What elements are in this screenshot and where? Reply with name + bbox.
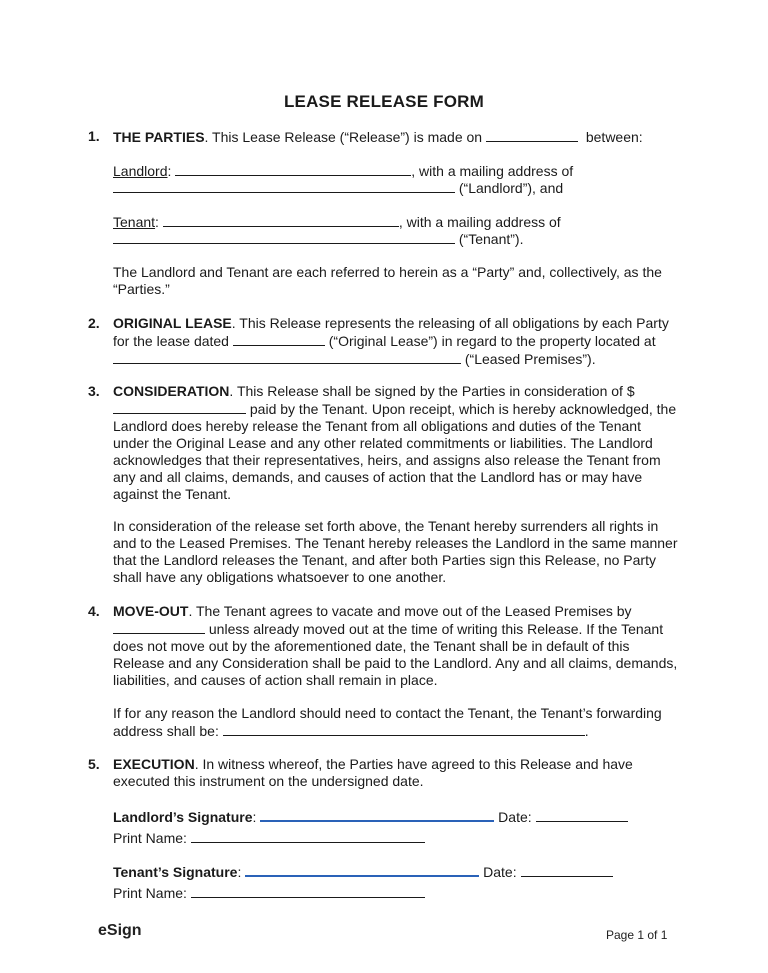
landlord-address-line <box>113 179 678 197</box>
property-address-field[interactable] <box>113 350 461 364</box>
tenant-suffix: , with a mailing address of <box>398 214 561 230</box>
section-parties-intro <box>113 128 678 146</box>
section-original-lease <box>113 315 678 368</box>
landlord-print-name-field[interactable] <box>191 829 425 843</box>
landlord-suffix: , with a mailing address of <box>411 163 574 179</box>
page-number: Page 1 of 1 <box>606 928 668 942</box>
tenant-end-text: (“Tenant”). <box>458 231 524 247</box>
tenant-line: Tenant: , with a mailing address of <box>113 214 561 230</box>
landlord-print-name-label: Print Name: <box>113 830 187 846</box>
section-number-move-out: 4. <box>88 603 100 619</box>
section-number-original-lease: 2. <box>88 315 100 331</box>
tenant-date-field[interactable] <box>521 863 613 877</box>
section-heading-execution: EXECUTION <box>113 756 195 772</box>
landlord-name-field[interactable] <box>175 162 411 176</box>
tenant-signature-row <box>113 862 613 881</box>
section-heading-original-lease: ORIGINAL LEASE <box>113 315 232 331</box>
original-lease-text3: (“Leased Premises”). <box>464 351 596 367</box>
section-move-out <box>113 603 678 689</box>
parties-intro-text: . This Lease Release (“Release”) is made on <box>204 129 483 145</box>
landlord-signature-label: Landlord’s Signature <box>113 809 253 825</box>
section-heading-parties: THE PARTIES <box>113 129 205 145</box>
consideration-text2: paid by the Tenant. Upon receipt, which is hereby acknowledged, the Landlord does hereby release the Tenant from all obligations and duties of the Tenant under the Original Lease and any other related commitments or liabilities. The Landlord acknowledges that their representatives, heirs, and assigns also release the Tenant from any and all claims, demands, and causes of action that the Landlord has or may have against the Tenant. <box>113 401 677 502</box>
tenant-print-name-label: Print Name: <box>113 885 187 901</box>
section-number-execution: 5. <box>88 756 100 772</box>
tenant-signature-label: Tenant’s Signature <box>113 864 238 880</box>
move-out-date-field[interactable] <box>113 620 205 634</box>
move-out-text1: . The Tenant agrees to vacate and move out of the Leased Premises by <box>188 603 632 619</box>
landlord-date-field[interactable] <box>536 808 628 822</box>
section-execution <box>113 756 678 790</box>
landlord-label: Landlord <box>113 163 168 179</box>
lease-date-field[interactable] <box>233 332 325 346</box>
landlord-address-field[interactable] <box>113 179 455 193</box>
consideration-para2: In consideration of the release set forth above, the Tenant hereby surrenders all rights in and to the Leased Premises. The Tenant hereby releases the Landlord in the same manner that the Landlord releases the Tenant, and after both Parties sign this Release, no Party shall have any obligations whatsoever to one another. <box>113 518 678 585</box>
forwarding-address-period: . <box>584 723 589 739</box>
landlord-print-name-row <box>113 829 425 847</box>
tenant-print-name-field[interactable] <box>191 884 425 898</box>
tenant-label: Tenant <box>113 214 156 230</box>
move-out-text2: unless already moved out at the time of writing this Release. If the Tenant does not move out by the aforementioned date, the Tenant shall be in default of this Release and any Consideration shall be paid to the Landlord. Any and all claims, demands, liabilities, and causes of action shall remain in place. <box>113 621 678 688</box>
tenant-signature-colon: : <box>237 864 242 880</box>
section-number-consideration: 3. <box>88 383 100 399</box>
release-date-field[interactable] <box>486 128 578 142</box>
tenant-name-field[interactable] <box>163 213 399 227</box>
consideration-dollar: $ <box>626 383 635 399</box>
forwarding-address-para <box>113 705 678 740</box>
tenant-address-line <box>113 230 678 248</box>
consideration-amount-field[interactable] <box>113 400 246 414</box>
parties-collective-text: The Landlord and Tenant are each referred to herein as a “Party” and, collectively, as the “Parties.” <box>113 264 662 297</box>
consideration-text1: . This Release shall be signed by the Parties in consideration of <box>229 383 623 399</box>
tenant-signature-field[interactable] <box>245 862 479 877</box>
section-heading-move-out: MOVE-OUT <box>113 603 189 619</box>
section-consideration <box>113 383 678 503</box>
parties-between-text: between: <box>585 129 643 145</box>
tenant-address-field[interactable] <box>113 230 455 244</box>
landlord-signature-row <box>113 807 628 826</box>
landlord-signature-field[interactable] <box>260 807 494 822</box>
forwarding-address-text: If for any reason the Landlord should need to contact the Tenant, the Tenant’s forwarding address shall be: <box>113 705 662 739</box>
landlord-date-label: Date: <box>498 809 532 825</box>
section-heading-consideration: CONSIDERATION <box>113 383 230 399</box>
document-title: LEASE RELEASE FORM <box>283 92 485 111</box>
original-lease-text1: . This Release represents the releasing of all obligations by each Party for the lease dated <box>113 315 669 349</box>
original-lease-text2: (“Original Lease”) in regard to the property located at <box>328 333 656 349</box>
landlord-signature-colon: : <box>252 809 257 825</box>
forwarding-address-field[interactable] <box>223 722 585 736</box>
landlord-line: Landlord: , with a mailing address of <box>113 163 574 179</box>
section-number-parties: 1. <box>88 128 100 144</box>
execution-text: . In witness whereof, the Parties have agreed to this Release and have executed this instrument on the undersigned date. <box>113 756 633 789</box>
tenant-date-label: Date: <box>483 864 517 880</box>
landlord-end-text: (“Landlord”), and <box>458 180 564 196</box>
esign-logo: eSign <box>98 922 142 939</box>
tenant-print-name-row <box>113 884 425 902</box>
